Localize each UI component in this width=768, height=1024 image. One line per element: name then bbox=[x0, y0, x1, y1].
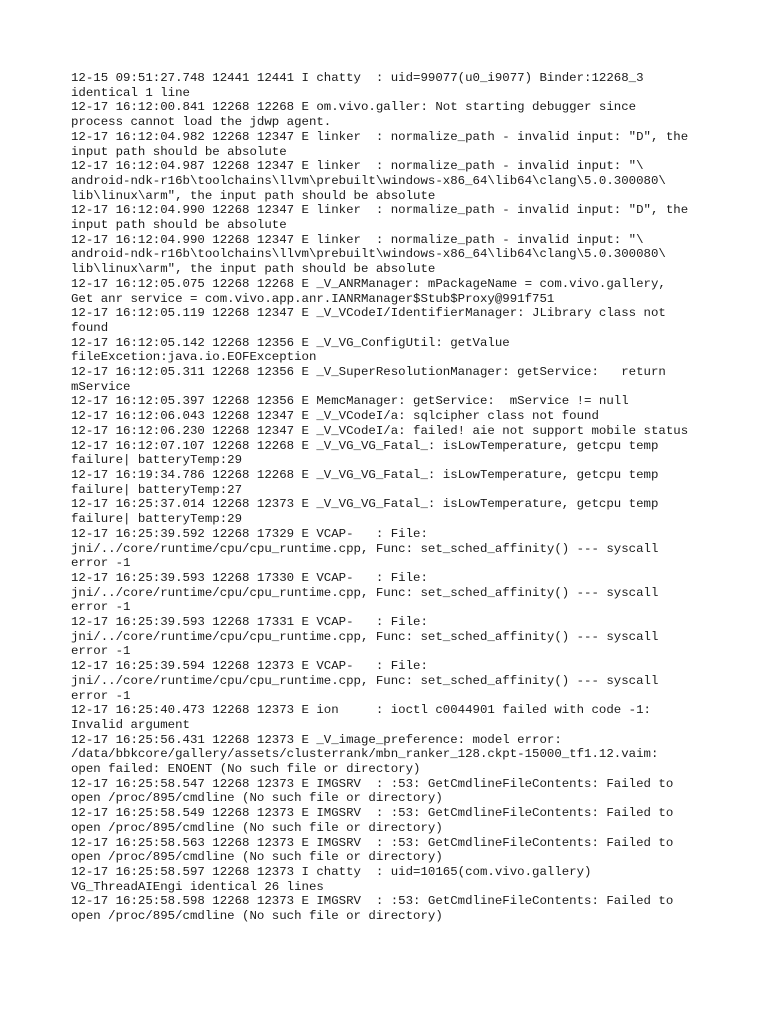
log-line: 12-17 16:25:37.014 12268 12373 E _V_VG_VG_Fatal_: isLowTemperature, getcpu temp bbox=[71, 497, 659, 512]
log-line: 12-17 16:25:39.594 12268 12373 E VCAP- : File: bbox=[71, 659, 428, 674]
log-line: VG_ThreadAIEngi identical 26 lines bbox=[71, 879, 324, 894]
log-line: 12-17 16:25:58.597 12268 12373 I chatty : uid=10165(com.vivo.gallery) bbox=[71, 864, 592, 879]
log-line: fileExcetion:java.io.EOFException bbox=[71, 350, 317, 365]
log-line: open /proc/895/cmdline (No such file or directory) bbox=[71, 791, 443, 806]
log-line: 12-17 16:12:05.142 12268 12356 E _V_VG_ConfigUtil: getValue bbox=[71, 335, 510, 350]
log-line: 12-17 16:12:05.119 12268 12347 E _V_VCodeI/IdentifierManager: JLibrary class not bbox=[71, 306, 666, 321]
log-line: 12-17 16:25:40.473 12268 12373 E ion : ioctl c0044901 failed with code -1: bbox=[71, 703, 651, 718]
log-line: 12-15 09:51:27.748 12441 12441 I chatty : uid=99077(u0_i9077) Binder:12268_3 bbox=[71, 71, 644, 85]
log-line: failure| batteryTemp:29 bbox=[71, 453, 243, 468]
log-line: 12-17 16:25:58.563 12268 12373 E IMGSRV : :53: GetCmdlineFileContents: Failed to bbox=[71, 835, 674, 850]
log-line: open /proc/895/cmdline (No such file or directory) bbox=[71, 909, 443, 924]
log-line: 12-17 16:12:07.107 12268 12268 E _V_VG_VG_Fatal_: isLowTemperature, getcpu temp bbox=[71, 438, 659, 453]
log-output bbox=[71, 71, 721, 924]
log-line: 12-17 16:12:00.841 12268 12268 E om.vivo.galler: Not starting debugger since bbox=[71, 100, 637, 115]
log-line: 12-17 16:12:06.043 12268 12347 E _V_VCodeI/a: sqlcipher class not found bbox=[71, 409, 599, 424]
log-line: jni/../core/runtime/cpu/cpu_runtime.cpp, Func: set_sched_affinity() --- syscall bbox=[71, 673, 659, 688]
log-line: android-ndk-r16b\toolchains\llvm\prebuilt\windows-x86_64\lib64\clang\5.0.300080\ bbox=[71, 173, 666, 188]
log-line: failure| batteryTemp:27 bbox=[71, 482, 243, 497]
log-line: 12-17 16:25:58.549 12268 12373 E IMGSRV : :53: GetCmdlineFileContents: Failed to bbox=[71, 806, 674, 821]
log-line: 12-17 16:25:56.431 12268 12373 E _V_image_preference: model error: bbox=[71, 732, 562, 747]
log-line: error -1 bbox=[71, 688, 131, 703]
log-line: Get anr service = com.vivo.app.anr.IANRManager$Stub$Proxy@991f751 bbox=[71, 291, 555, 306]
log-line: open /proc/895/cmdline (No such file or directory) bbox=[71, 850, 443, 865]
log-line: 12-17 16:12:04.987 12268 12347 E linker : normalize_path - invalid input: "\ bbox=[71, 159, 644, 174]
log-line: process cannot load the jdwp agent. bbox=[71, 115, 332, 130]
log-line: 12-17 16:12:06.230 12268 12347 E _V_VCodeI/a: failed! aie not support mobile status bbox=[71, 423, 689, 438]
log-line: 12-17 16:25:39.593 12268 17330 E VCAP- : File: bbox=[71, 570, 428, 585]
log-line: found bbox=[71, 320, 109, 335]
log-line: identical 1 line bbox=[71, 85, 190, 100]
log-line: 12-17 16:19:34.786 12268 12268 E _V_VG_VG_Fatal_: isLowTemperature, getcpu temp bbox=[71, 467, 659, 482]
log-line: 12-17 16:12:05.075 12268 12268 E _V_ANRManager: mPackageName = com.vivo.gallery, bbox=[71, 276, 666, 291]
log-line: 12-17 16:12:04.982 12268 12347 E linker : normalize_path - invalid input: "D", the bbox=[71, 129, 689, 144]
log-line: 12-17 16:25:58.547 12268 12373 E IMGSRV : :53: GetCmdlineFileContents: Failed to bbox=[71, 776, 674, 791]
log-line: lib\linux\arm", the input path should be absolute bbox=[71, 188, 436, 203]
log-line: input path should be absolute bbox=[71, 218, 287, 233]
log-line: 12-17 16:25:39.592 12268 17329 E VCAP- : File: bbox=[71, 526, 428, 541]
log-line: 12-17 16:12:05.397 12268 12356 E MemcManager: getService: mService != null bbox=[71, 394, 629, 409]
log-line: 12-17 16:25:39.593 12268 17331 E VCAP- : File: bbox=[71, 615, 428, 630]
log-line: /data/bbkcore/gallery/assets/clusterrank/mbn_ranker_128.ckpt-15000_tf1.12.vaim: bbox=[71, 747, 659, 762]
log-line: 12-17 16:12:04.990 12268 12347 E linker : normalize_path - invalid input: "\ bbox=[71, 232, 644, 247]
log-line: input path should be absolute bbox=[71, 144, 287, 159]
log-line: open /proc/895/cmdline (No such file or directory) bbox=[71, 820, 443, 835]
log-line: jni/../core/runtime/cpu/cpu_runtime.cpp, Func: set_sched_affinity() --- syscall bbox=[71, 585, 659, 600]
log-line: failure| batteryTemp:29 bbox=[71, 512, 243, 527]
log-line: lib\linux\arm", the input path should be absolute bbox=[71, 262, 436, 277]
log-line: mService bbox=[71, 379, 131, 394]
log-line: error -1 bbox=[71, 600, 131, 615]
log-line: jni/../core/runtime/cpu/cpu_runtime.cpp, Func: set_sched_affinity() --- syscall bbox=[71, 541, 659, 556]
log-line: 12-17 16:12:04.990 12268 12347 E linker : normalize_path - invalid input: "D", the bbox=[71, 203, 689, 218]
log-line: android-ndk-r16b\toolchains\llvm\prebuilt\windows-x86_64\lib64\clang\5.0.300080\ bbox=[71, 247, 666, 262]
log-line: 12-17 16:25:58.598 12268 12373 E IMGSRV : :53: GetCmdlineFileContents: Failed to bbox=[71, 894, 674, 909]
log-line: 12-17 16:12:05.311 12268 12356 E _V_SuperResolutionManager: getService: return bbox=[71, 365, 666, 380]
log-line: jni/../core/runtime/cpu/cpu_runtime.cpp, Func: set_sched_affinity() --- syscall bbox=[71, 629, 659, 644]
log-line: error -1 bbox=[71, 556, 131, 571]
log-line: Invalid argument bbox=[71, 717, 190, 732]
log-line: open failed: ENOENT (No such file or directory) bbox=[71, 762, 421, 777]
log-line: error -1 bbox=[71, 644, 131, 659]
